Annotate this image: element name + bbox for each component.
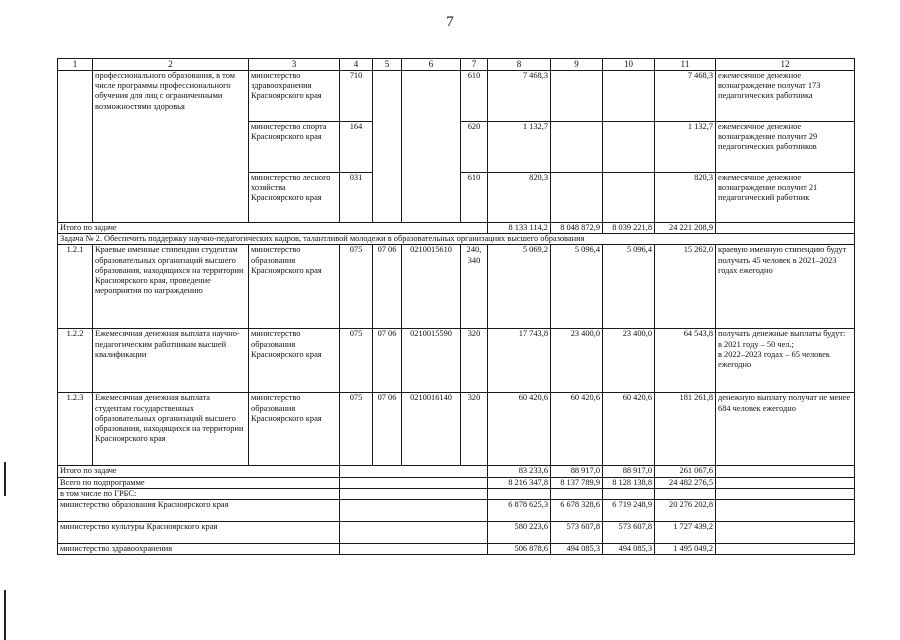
grbs-cell: 075 [340,329,373,393]
value-2022: 6 678 328,6 [551,500,603,522]
grbs-row [58,544,855,555]
vr-cell: 610 [461,172,488,222]
csr-cell: 0210015590 [402,329,461,393]
result-cell: ежемесячное денежное вознаграждение получит 21 педагогический работник [716,172,855,222]
value-2023: 494 085,3 [603,544,655,555]
value-2022: 88 917,0 [551,466,603,477]
value-2022: 573 607,8 [551,522,603,544]
value-total: 20 276 202,8 [655,500,716,522]
value-total: 15 262,0 [655,245,716,329]
value-total: 24 221 208,9 [655,222,716,233]
measure-description: профессионального образования, в том числе программы профессионального обучения для лиц с ограниченными возможностями здоровья [93,70,249,222]
grbs-label: в том числе по ГРБС: [58,488,340,499]
itogo-row [58,466,855,477]
scan-edge-mark [4,462,6,496]
value-2023: 23 400,0 [603,329,655,393]
value-2021: 17 743,8 [488,329,551,393]
value-2021: 83 233,6 [488,466,551,477]
value-2021: 8 133 114,2 [488,222,551,233]
vr-cell: 610 [461,70,488,121]
ministry-cell: министерство лесного хозяйства Красноярского края [249,172,340,222]
table-row [58,245,855,329]
vr-cell: 620 [461,121,488,172]
col-header: 1 [58,59,93,71]
value-2023: 573 607,8 [603,522,655,544]
value-2022: 494 085,3 [551,544,603,555]
vr-cell: 320 [461,329,488,393]
value-2023: 88 917,0 [603,466,655,477]
value-2022: 8 048 872,9 [551,222,603,233]
ministry-cell: министерство спорта Красноярского края [249,121,340,172]
measure-description: Краевые именные стипендии студентам образовательных организаций высшего образования, находящихся на территории Красноярского края, проведение мероприятия по награждению [93,245,249,329]
rzpr-cell: 07 06 [373,245,402,329]
value-total: 181 261,8 [655,393,716,466]
row-number: 1.2.1 [58,245,93,329]
row-number: 1.2.3 [58,393,93,466]
grbs-label-row [58,488,855,499]
itogo-label: Итого по задаче [58,222,488,233]
measure-description: Ежемесячная денежная выплата научно-педагогическим работникам высшей квалификации [93,329,249,393]
value-2021: 8 216 347,8 [488,477,551,488]
value-2023: 8 128 138,8 [603,477,655,488]
ministry-cell: министерство образования Красноярского края [249,393,340,466]
itogo-label: Итого по задаче [58,466,340,477]
value-2022: 23 400,0 [551,329,603,393]
itogo-row [58,222,855,233]
page-number: 7 [446,14,454,30]
grbs-cell: 075 [340,393,373,466]
value-total: 1 495 049,2 [655,544,716,555]
col-header: 6 [402,59,461,71]
value-2022: 5 096,4 [551,245,603,329]
vsego-label: Всего по подпрограмме [58,477,340,488]
table-row [58,329,855,393]
task-title: Задача № 2. Обеспечить поддержку научно-педагогических кадров, талантливой молодежи в образовательных организациях высшего образования [58,234,855,245]
col-header: 8 [488,59,551,71]
ministry-cell: министерство образования Красноярского края [249,329,340,393]
grbs-ministry: министерство здравоохранения [58,544,340,555]
ministry-cell: министерство образования Красноярского края [249,245,340,329]
value-total: 24 482 276,5 [655,477,716,488]
col-header: 4 [340,59,373,71]
value-2021: 60 420,6 [488,393,551,466]
table-row [58,393,855,466]
value-2023: 6 719 248,9 [603,500,655,522]
grbs-cell: 164 [340,121,373,172]
measure-description: Ежемесячная денежная выплата студентам государственных образовательных организаций высшего образования, находящихся на территории Красноярского края [93,393,249,466]
result-cell: ежемесячное денежное вознаграждение получат 173 педагогических работника [716,70,855,121]
header-row [58,59,855,71]
col-header: 3 [249,59,340,71]
scan-edge-mark [4,590,6,640]
col-header: 2 [93,59,249,71]
ministry-cell: министерство здравоохранения Красноярского края [249,70,340,121]
col-header: 7 [461,59,488,71]
col-header: 12 [716,59,855,71]
result-cell: ежемесячное денежное вознаграждение получит 29 педагогических работников [716,121,855,172]
value-2022: 60 420,6 [551,393,603,466]
result-cell: денежную выплату получат не менее 684 человек ежегодно [716,393,855,466]
value-total: 1 727 439,2 [655,522,716,544]
row-number: 1.2.2 [58,329,93,393]
value-2021: 5 069,2 [488,245,551,329]
col-header: 11 [655,59,716,71]
value-2021: 7 468,3 [488,70,551,121]
grbs-cell: 710 [340,70,373,121]
value-total: 261 067,6 [655,466,716,477]
value-2021: 580 223,6 [488,522,551,544]
vr-cell: 320 [461,393,488,466]
rzpr-cell: 07 06 [373,329,402,393]
value-total: 64 543,8 [655,329,716,393]
col-header: 9 [551,59,603,71]
value-2021: 6 878 625,3 [488,500,551,522]
result-cell: краевую именную стипендию будут получать 45 человек в 2021–2023 годах ежегодно [716,245,855,329]
csr-cell: 0210015610 [402,245,461,329]
value-total: 820,3 [655,172,716,222]
grbs-row [58,500,855,522]
table-row [58,70,855,121]
value-2022: 8 137 789,9 [551,477,603,488]
col-header: 10 [603,59,655,71]
rzpr-cell: 07 06 [373,393,402,466]
value-total: 7 468,3 [655,70,716,121]
value-total: 1 132,7 [655,121,716,172]
grbs-cell: 031 [340,172,373,222]
grbs-ministry: министерство культуры Красноярского края [58,522,340,544]
vr-cell: 240, 340 [461,245,488,329]
value-2021: 1 132,7 [488,121,551,172]
value-2023: 60 420,6 [603,393,655,466]
grbs-cell: 075 [340,245,373,329]
value-2023: 5 096,4 [603,245,655,329]
value-2021: 506 878,6 [488,544,551,555]
grbs-row [58,522,855,544]
value-2021: 820,3 [488,172,551,222]
task-title-row [58,234,855,245]
csr-cell: 0210016140 [402,393,461,466]
vsego-row [58,477,855,488]
result-cell: получать денежные выплаты будут: в 2021 году – 50 чел.; в 2022–2023 годах – 65 человек ежегодно [716,329,855,393]
col-header: 5 [373,59,402,71]
grbs-ministry: министерство образования Красноярского края [58,500,340,522]
budget-table [57,58,855,555]
value-2023: 8 039 221,8 [603,222,655,233]
